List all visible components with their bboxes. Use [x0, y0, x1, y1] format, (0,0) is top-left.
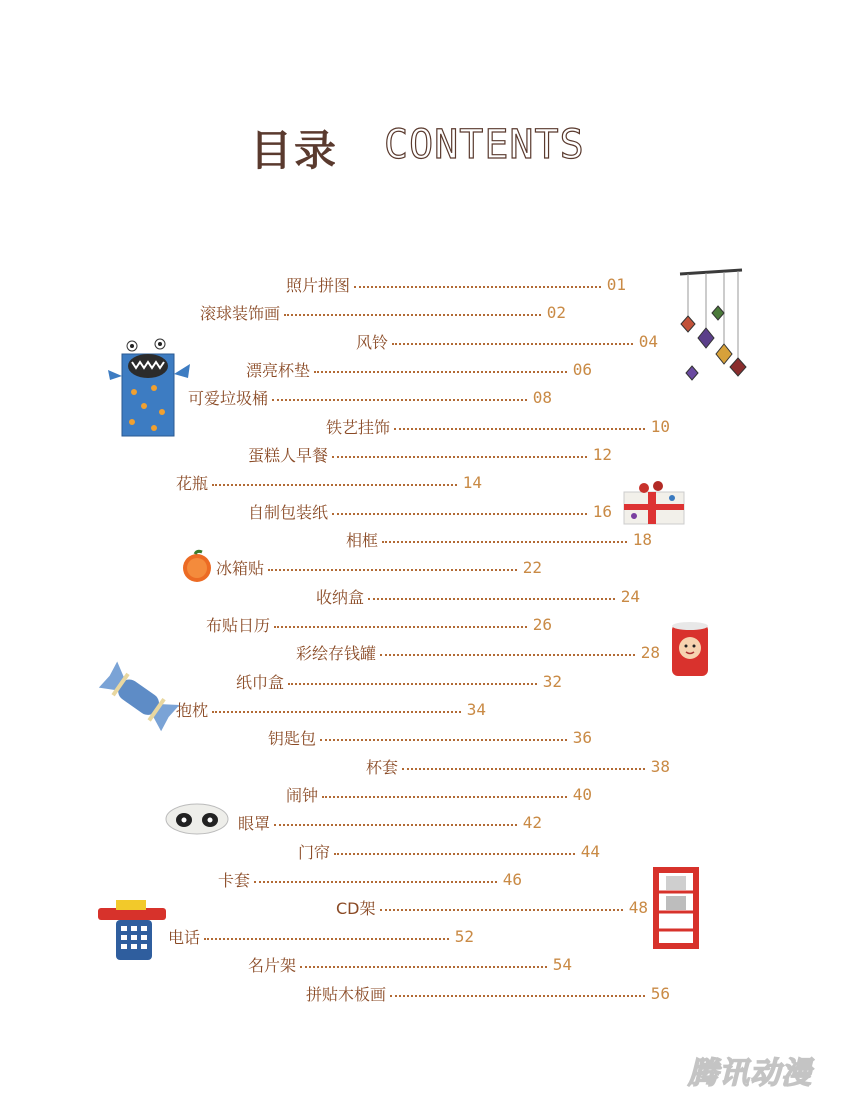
toc-entry-page: 52	[454, 926, 474, 946]
toc-entry-page: 34	[466, 699, 486, 719]
toc-entry-page: 10	[650, 416, 670, 436]
toc-entry-page: 56	[650, 983, 670, 1003]
toc-entry-label: 布贴日历	[206, 615, 271, 635]
toc-entry[interactable]	[298, 839, 600, 863]
dotted-leader	[380, 654, 635, 656]
toc-entry[interactable]	[346, 527, 652, 551]
toc-entry-page: 38	[650, 756, 670, 776]
toc-entry-label: 卡套	[218, 870, 251, 890]
toc-entry-label: 风铃	[356, 332, 389, 352]
toc-entry-label: 花瓶	[176, 473, 209, 493]
toc-entry[interactable]	[248, 499, 612, 523]
toc-entry-page: 26	[532, 614, 552, 634]
toc-entry[interactable]	[326, 414, 670, 438]
dotted-leader	[274, 824, 517, 826]
toc-entry[interactable]	[176, 470, 482, 494]
toc-entry[interactable]	[218, 867, 522, 891]
toc-entry[interactable]	[306, 981, 670, 1005]
toc-entry-label: 彩绘存钱罐	[296, 643, 377, 663]
toc-entry-label: 电话	[168, 927, 201, 947]
dotted-leader	[390, 995, 645, 997]
dotted-leader	[204, 938, 449, 940]
toc-entry-label: 照片拼图	[286, 275, 351, 295]
toc-entry-page: 14	[462, 472, 482, 492]
toc-entry-label: 拼贴木板画	[306, 984, 387, 1004]
page-title-zh: 目录	[250, 126, 339, 175]
dotted-leader	[254, 881, 497, 883]
toc-entry-label: 钥匙包	[268, 728, 317, 748]
toc-entry[interactable]	[246, 357, 592, 381]
toc-entry-label: 名片架	[248, 955, 297, 975]
dotted-leader	[314, 371, 567, 373]
toc-entry[interactable]	[238, 810, 542, 834]
toc-entry[interactable]	[176, 697, 486, 721]
toc-entry[interactable]	[356, 329, 658, 353]
toc-entry-label: 蛋糕人早餐	[248, 445, 329, 465]
toc-entry[interactable]	[206, 612, 552, 636]
dotted-leader	[394, 428, 645, 430]
toc-entry-label: 杯套	[366, 757, 399, 777]
toc-entry-label: 门帘	[298, 842, 331, 862]
watermark-logo: 腾讯动漫	[688, 1056, 812, 1091]
toc-entry-label: 冰箱贴	[216, 558, 265, 578]
telephone-illustration	[94, 898, 170, 964]
toc-entry[interactable]	[336, 895, 648, 919]
toc-entry-label: 眼罩	[238, 813, 271, 833]
toc-entry-label: 纸巾盒	[236, 672, 285, 692]
toc-entry[interactable]	[236, 669, 562, 693]
toc-entry[interactable]	[188, 385, 552, 409]
toc-entry-page: 22	[522, 557, 542, 577]
dotted-leader	[322, 796, 567, 798]
toc-entry[interactable]	[248, 442, 612, 466]
dotted-leader	[284, 314, 541, 316]
toc-entry-page: 12	[592, 444, 612, 464]
toc-entry-page: 54	[552, 954, 572, 974]
dotted-leader	[212, 711, 461, 713]
dotted-leader	[288, 683, 537, 685]
piggy-bank-can-illustration	[668, 618, 712, 680]
toc-entry-label: 铁艺挂饰	[326, 417, 391, 437]
toc-entry[interactable]	[296, 640, 660, 664]
dotted-leader	[402, 768, 645, 770]
dotted-leader	[272, 399, 527, 401]
dotted-leader	[332, 513, 587, 515]
gift-box-illustration	[618, 478, 690, 528]
toc-entry-page: 04	[638, 331, 658, 351]
toc-entry-label: 相框	[346, 530, 379, 550]
toc-entry-page: 40	[572, 784, 592, 804]
eye-mask-illustration	[164, 802, 230, 836]
toc-entry-page: 24	[620, 586, 640, 606]
dotted-leader	[268, 569, 517, 571]
toc-entry-page: 44	[580, 841, 600, 861]
dotted-leader	[320, 739, 567, 741]
toc-entry[interactable]	[168, 924, 474, 948]
toc-entry[interactable]	[200, 300, 566, 324]
toc-entry-page: 06	[572, 359, 592, 379]
dotted-leader	[382, 541, 627, 543]
toc-entry-label: 收纳盒	[316, 587, 365, 607]
toc-entry[interactable]	[366, 754, 670, 778]
toc-entry-label: 滚球装饰画	[200, 303, 281, 323]
toc-entry[interactable]	[216, 555, 542, 579]
toc-entry-page: 08	[532, 387, 552, 407]
toc-entry[interactable]	[286, 782, 592, 806]
toc-entry-page: 46	[502, 869, 522, 889]
dotted-leader	[212, 484, 457, 486]
page-title-en: CONTENTS	[384, 122, 585, 168]
cd-rack-illustration	[650, 866, 702, 950]
dotted-leader	[334, 853, 575, 855]
dotted-leader	[332, 456, 587, 458]
dotted-leader	[392, 343, 633, 345]
toc-entry-page: 28	[640, 642, 660, 662]
toc-entry-page: 42	[522, 812, 542, 832]
wind-chime-illustration	[668, 266, 758, 394]
toc-entry-page: 16	[592, 501, 612, 521]
monster-trash-can-illustration	[104, 336, 196, 440]
toc-entry-label: 自制包装纸	[248, 502, 329, 522]
toc-entry-page: 32	[542, 671, 562, 691]
toc-entry-label: 可爱垃圾桶	[188, 388, 269, 408]
toc-entry-label: 抱枕	[176, 700, 209, 720]
dotted-leader	[300, 966, 547, 968]
toc-entry[interactable]	[268, 725, 592, 749]
toc-entry[interactable]	[286, 272, 626, 296]
pillow-candy-illustration	[92, 652, 184, 744]
dotted-leader	[274, 626, 527, 628]
toc-entry-page: 01	[606, 274, 626, 294]
dotted-leader	[368, 598, 615, 600]
dotted-leader	[380, 909, 623, 911]
orange-fridge-magnet-illustration	[180, 548, 214, 584]
toc-entry-label: 漂亮杯垫	[246, 360, 311, 380]
toc-entry-page: 18	[632, 529, 652, 549]
toc-entry-page: 36	[572, 727, 592, 747]
dotted-leader	[354, 286, 601, 288]
toc-entry[interactable]	[248, 952, 572, 976]
toc-entry[interactable]	[316, 584, 640, 608]
toc-entry-label: CD架	[336, 898, 376, 918]
toc-entry-page: 48	[628, 897, 648, 917]
toc-entry-label: 闹钟	[286, 785, 319, 805]
toc-entry-page: 02	[546, 302, 566, 322]
